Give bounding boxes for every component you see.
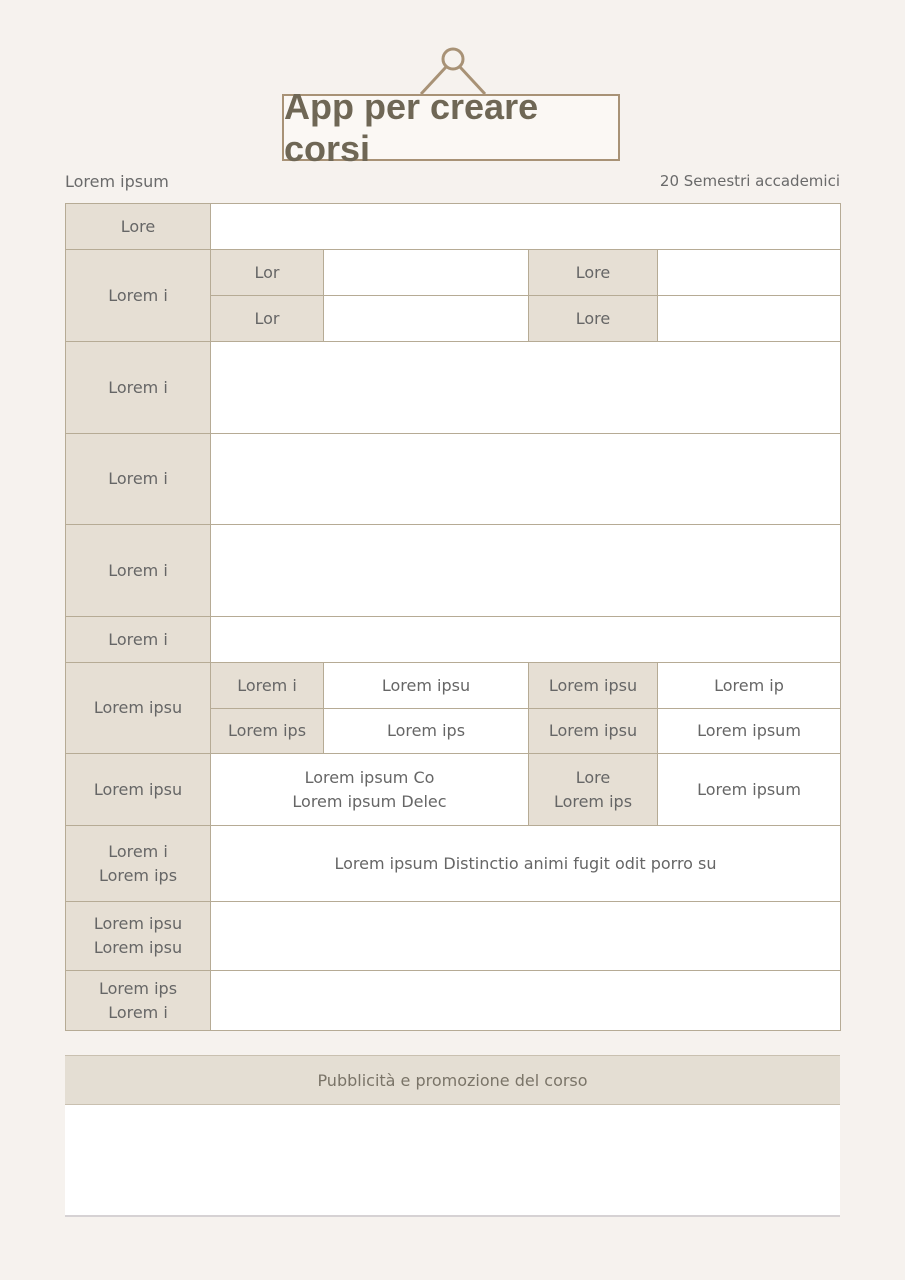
row-11-label-line-1: Lorem ips (98, 978, 178, 998)
row-9-label (66, 826, 211, 902)
header-left-text: Lorem ipsum (65, 172, 169, 191)
row-2-sublabel-a2: Lor (211, 296, 324, 342)
row-7-sublabel-1: Lorem i (211, 663, 324, 709)
row-11-field[interactable] (211, 971, 841, 1031)
row-2-label: Lorem i (66, 250, 211, 342)
row-8-sublabel-line-2: Lorem ips (553, 791, 633, 811)
row-10-label (66, 902, 211, 971)
row-9-label-line-2: Lorem ips (98, 865, 178, 885)
row-7-sublabel-4: Lorem ipsu (529, 709, 658, 754)
row-7-value-3[interactable]: Lorem ips (324, 709, 529, 754)
row-7-value-4[interactable]: Lorem ipsum (658, 709, 841, 754)
row-9-label-line-1: Lorem i (108, 841, 168, 861)
row-7-label: Lorem ipsu (66, 663, 211, 754)
row-2-sublabel-b2: Lore (529, 296, 658, 342)
promo-title: Pubblicità e promozione del corso (65, 1055, 840, 1105)
course-form-table (65, 203, 841, 1031)
row-11-label-line-2: Lorem i (108, 1002, 168, 1022)
row-8-sublabel-line-1: Lore (575, 767, 611, 787)
semester-count: 20 Semestri accademici (659, 172, 840, 190)
row-7-sublabel-3: Lorem ips (211, 709, 324, 754)
row-8-value-2[interactable]: Lorem ipsum (658, 754, 841, 826)
row-2-sublabel-a1: Lor (211, 250, 324, 296)
row-5-label: Lorem i (66, 525, 211, 617)
row-10-label-line-1: Lorem ipsu (93, 914, 183, 933)
promo-field[interactable] (65, 1105, 840, 1217)
row-6-field[interactable] (211, 617, 841, 663)
row-8-value-line-2: Lorem ipsum Delec (292, 791, 447, 811)
row-10-label-line-2: Lorem ipsu (93, 938, 183, 957)
row-2-field-b2[interactable] (658, 296, 841, 342)
row-8-value[interactable] (211, 754, 529, 826)
promo-section (65, 1055, 840, 1217)
row-3-field[interactable] (211, 342, 841, 434)
row-10-field[interactable] (211, 902, 841, 971)
row-2-field-b1[interactable] (658, 250, 841, 296)
row-2-sublabel-b1: Lore (529, 250, 658, 296)
row-2-field-a2[interactable] (324, 296, 529, 342)
row-1-label: Lore (66, 204, 211, 250)
row-7-value-2[interactable]: Lorem ip (658, 663, 841, 709)
page-title: App per creare corsi (282, 94, 620, 161)
row-2-field-a1[interactable] (324, 250, 529, 296)
row-8-label: Lorem ipsu (66, 754, 211, 826)
row-8-value-line-1: Lorem ipsum Co (304, 767, 435, 787)
row-7-value-1[interactable]: Lorem ipsu (324, 663, 529, 709)
row-3-label: Lorem i (66, 342, 211, 434)
row-4-label: Lorem i (66, 434, 211, 525)
row-7-sublabel-2: Lorem ipsu (529, 663, 658, 709)
row-8-sublabel (529, 754, 658, 826)
row-1-field[interactable] (211, 204, 841, 250)
row-6-label: Lorem i (66, 617, 211, 663)
row-5-field[interactable] (211, 525, 841, 617)
row-4-field[interactable] (211, 434, 841, 525)
row-9-value[interactable]: Lorem ipsum Distinctio animi fugit odit porro su (211, 826, 841, 902)
row-11-label (66, 971, 211, 1031)
